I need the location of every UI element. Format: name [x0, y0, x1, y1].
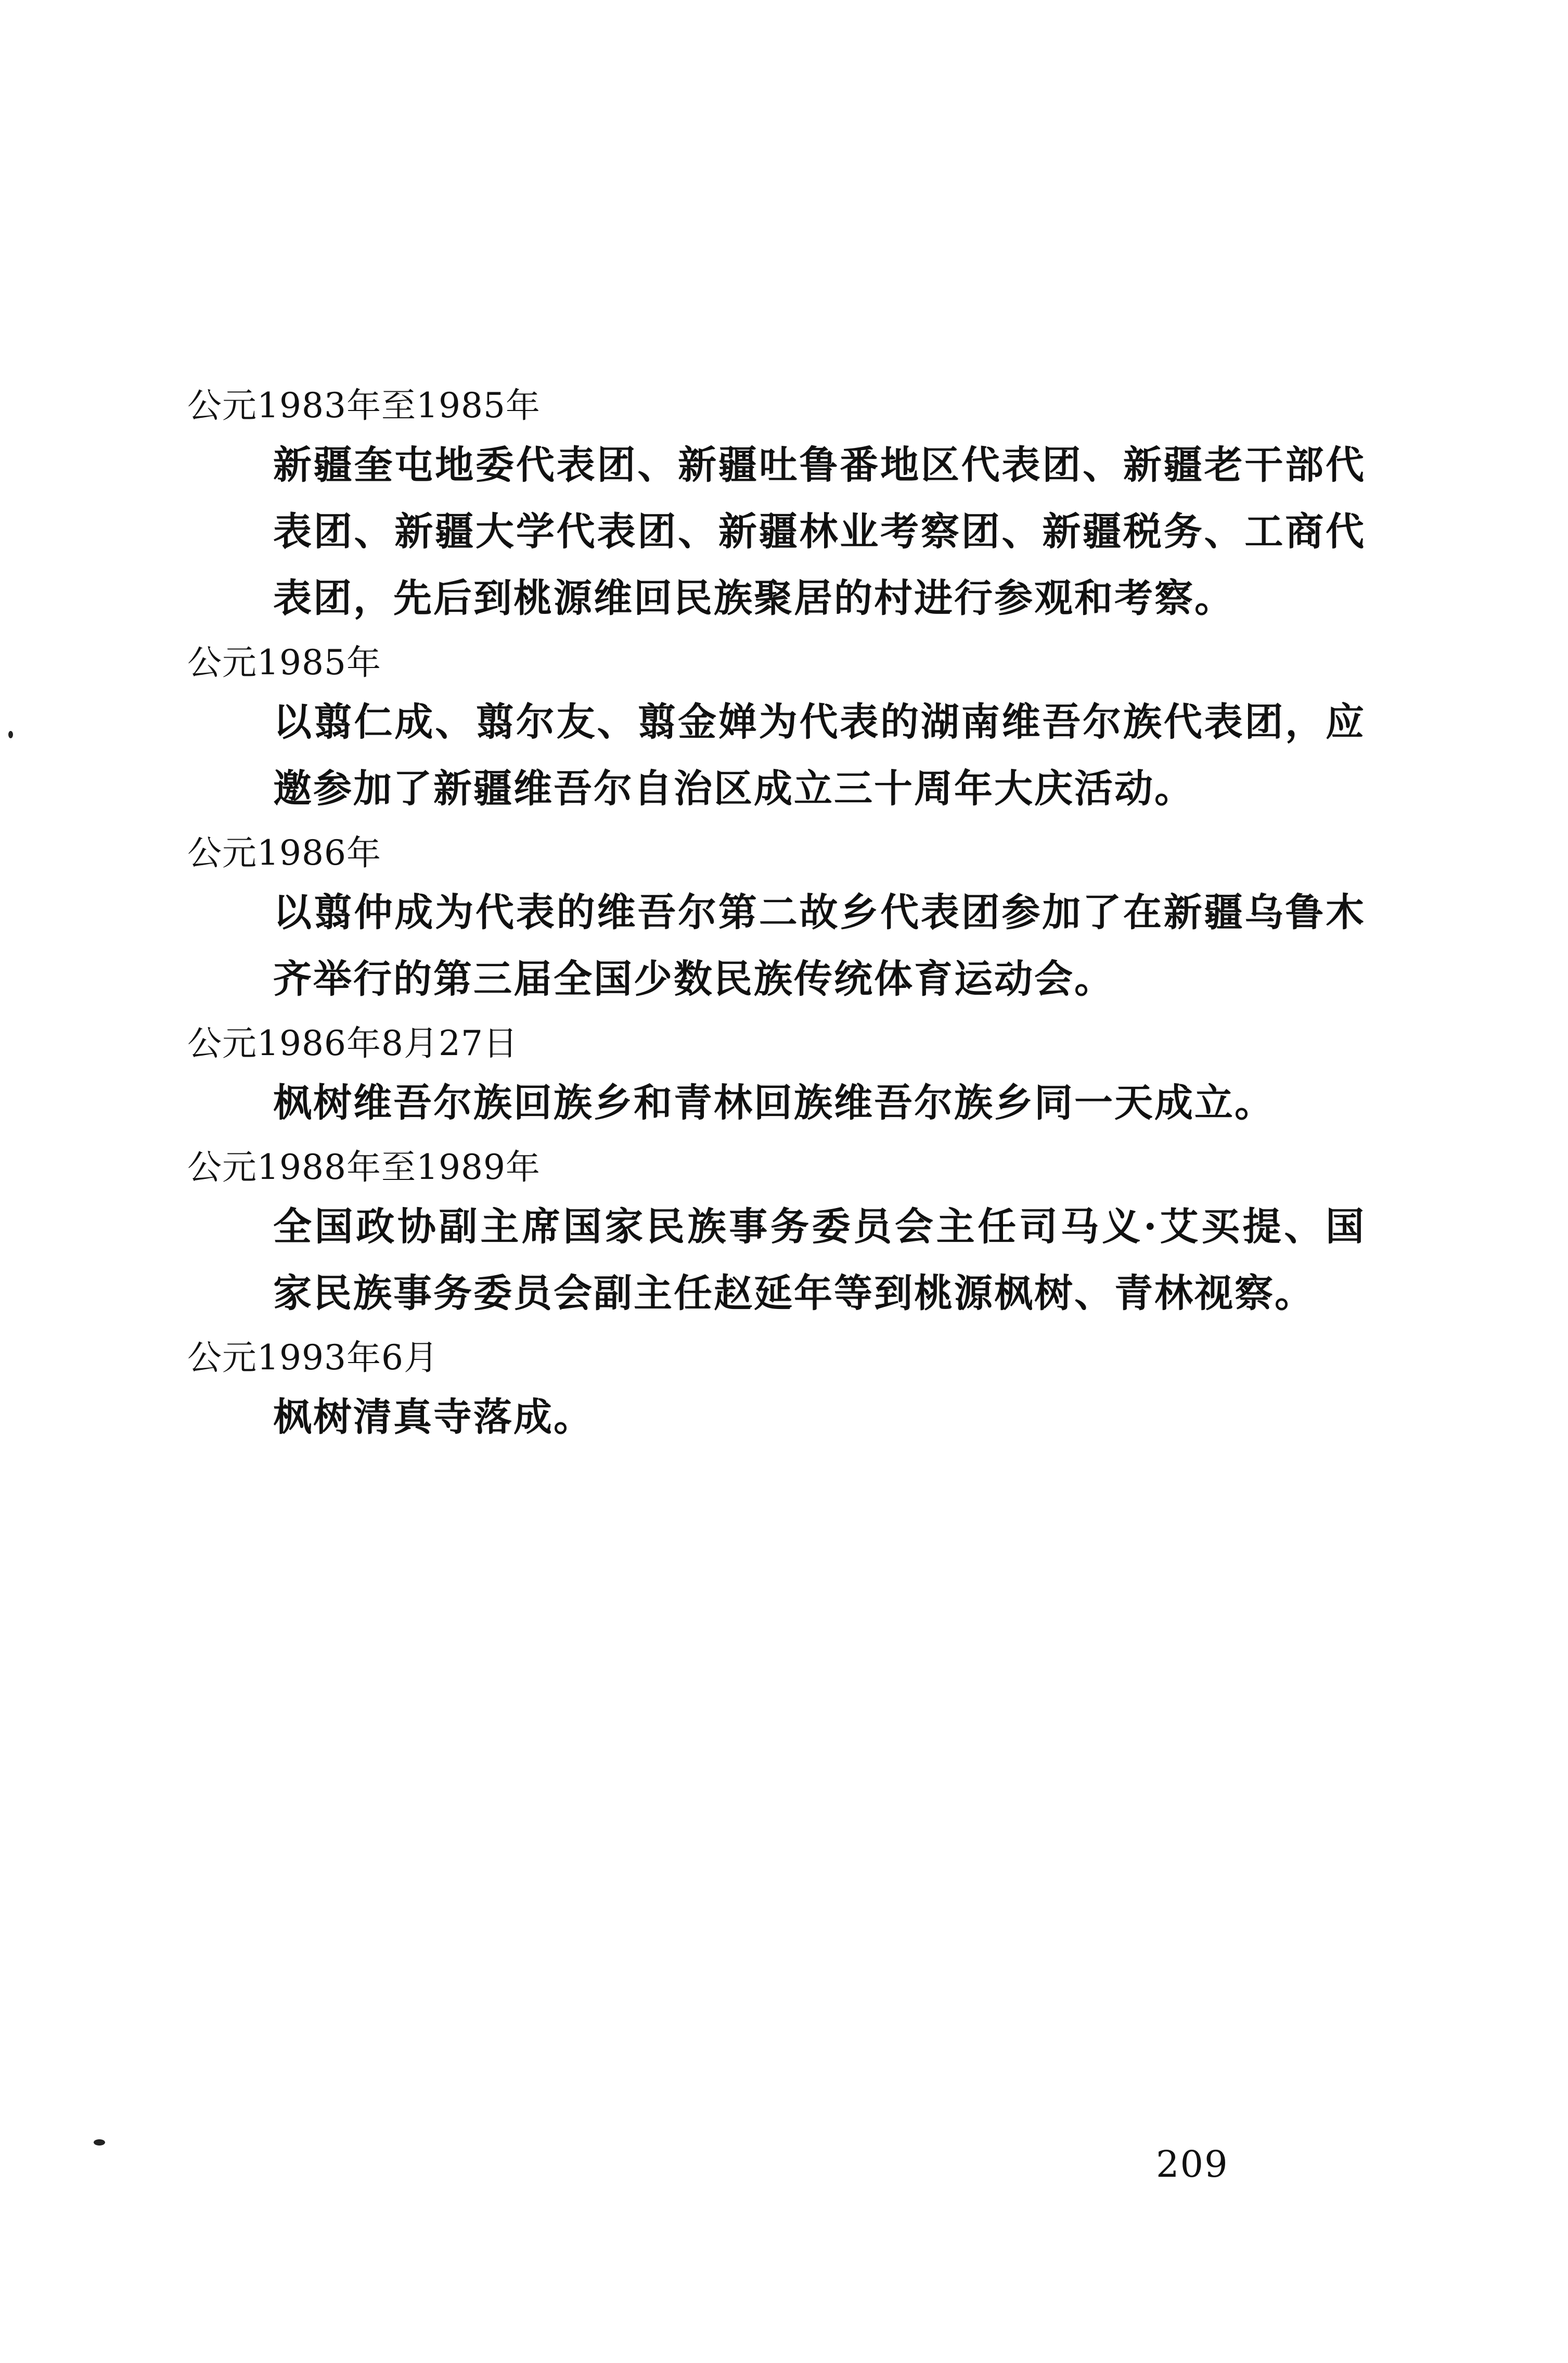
chronicle-entry — [187, 827, 1366, 1012]
entry-text: 全国政协副主席国家民族事务委员会主任司马义·艾买提、国家民族事务委员会副主任赵延年等到桃源枫树、青林视察。 — [273, 1204, 1366, 1316]
chronicle-list — [187, 380, 1366, 1456]
scan-speck — [94, 2139, 105, 2146]
entry-date: 公元1993年6月 — [187, 1338, 439, 1378]
entry-date: 公元1985年 — [187, 643, 381, 683]
chronicle-entry — [187, 1018, 1363, 1136]
page-number: 209 — [1156, 2143, 1229, 2186]
entry-text: 枫树维吾尔族回族乡和青林回族维吾尔族乡同一天成立。 — [273, 1081, 1275, 1125]
chronicle-entry — [187, 1332, 1363, 1450]
entry-date: 公元1983年至1985年 — [187, 386, 541, 426]
entry-text: 以翦仁成、翦尔友、翦金婵为代表的湖南维吾尔族代表团，应邀参加了新疆维吾尔自治区成立三十周年大庆活动。 — [273, 700, 1366, 811]
scan-speck — [8, 731, 13, 738]
entry-text: 枫树清真寺落成。 — [273, 1395, 594, 1440]
entry-date: 公元1986年8月27日 — [187, 1023, 518, 1063]
chronicle-entry — [187, 380, 1366, 632]
entry-text: 新疆奎屯地委代表团、新疆吐鲁番地区代表团、新疆老干部代表团、新疆大学代表团、新疆林业考察团、新疆税务、工商代表团，先后到桃源维回民族聚居的村进行参观和考察。 — [273, 443, 1366, 621]
entry-date: 公元1986年 — [187, 833, 381, 873]
chronicle-entry — [187, 637, 1366, 822]
entry-date: 公元1988年至1989年 — [187, 1147, 541, 1187]
chronicle-entry — [187, 1141, 1366, 1327]
entry-text: 以翦仲成为代表的维吾尔第二故乡代表团参加了在新疆乌鲁木齐举行的第三届全国少数民族传统体育运动会。 — [273, 890, 1366, 1001]
